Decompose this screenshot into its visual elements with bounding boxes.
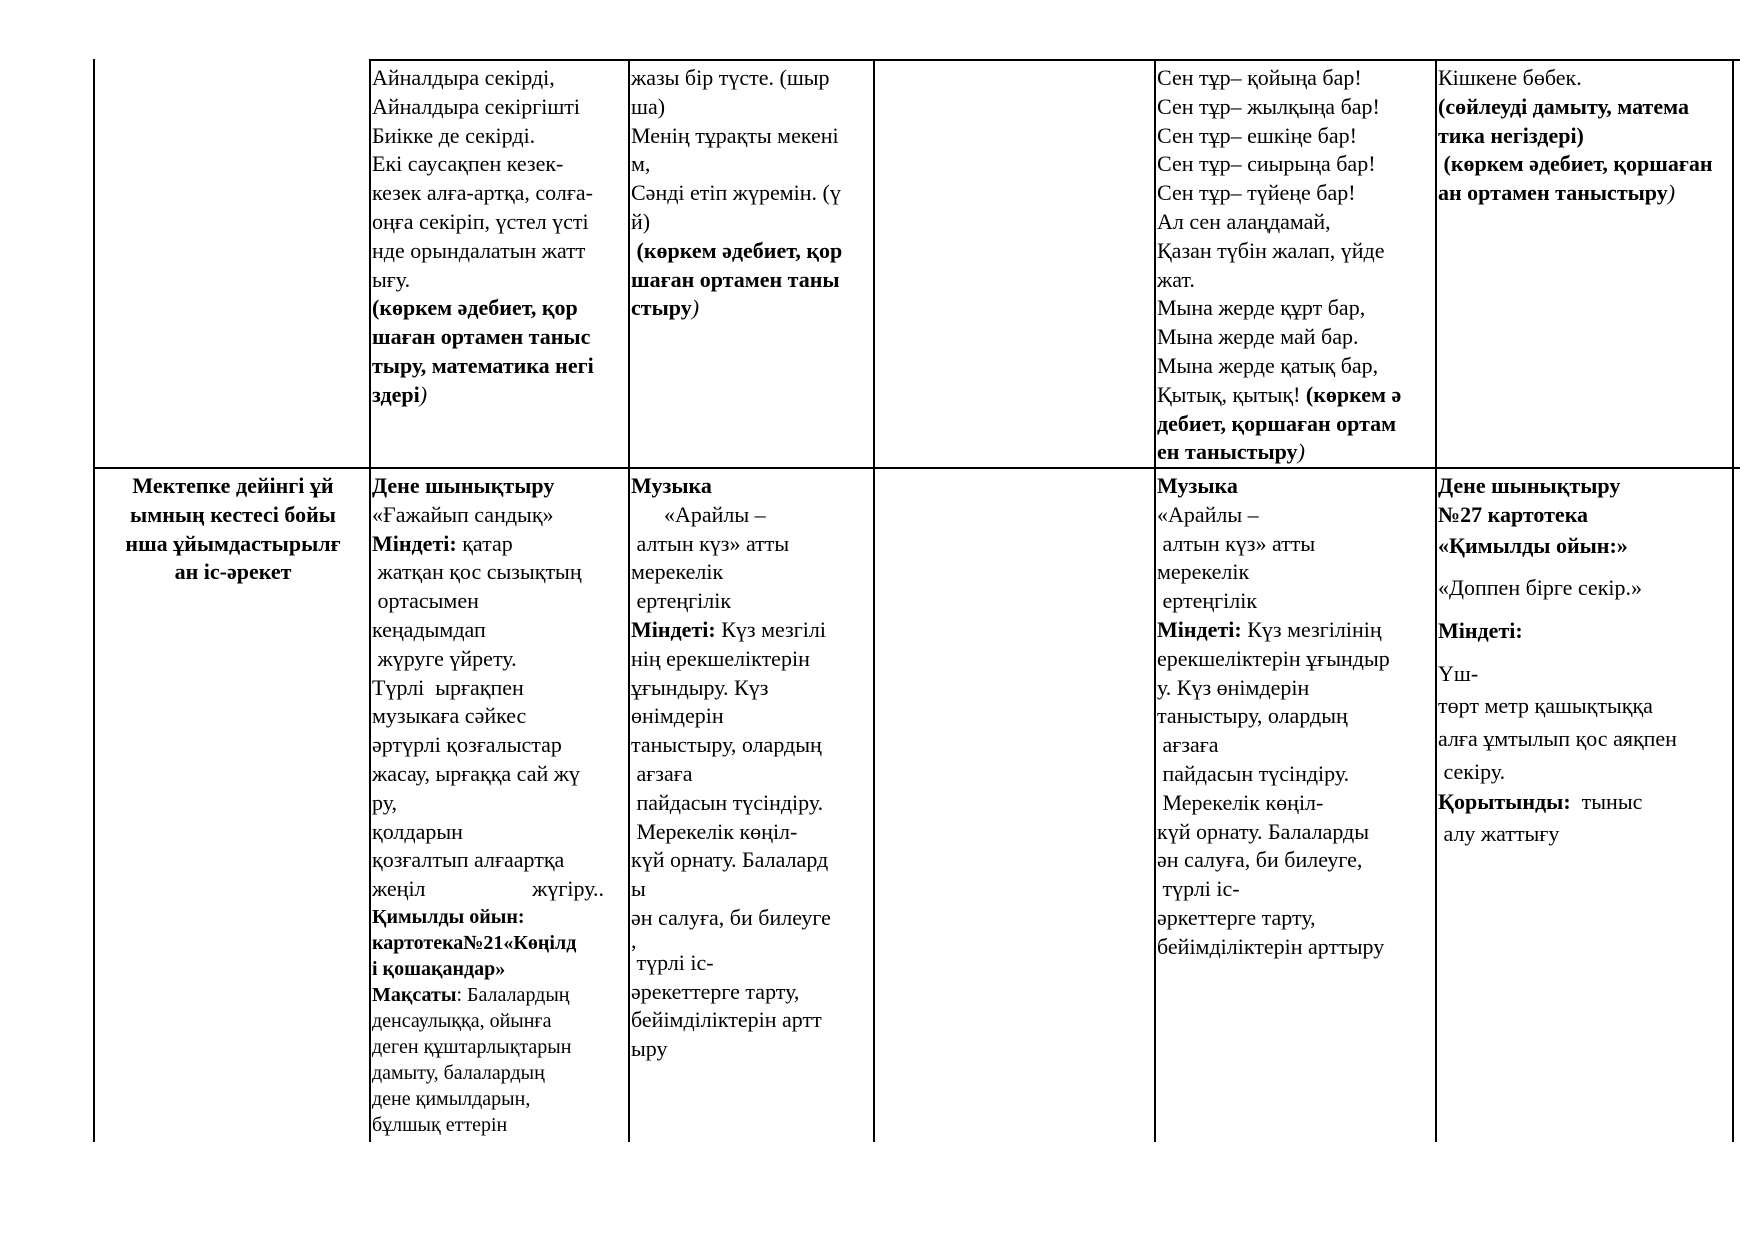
table-right-border xyxy=(1732,59,1734,1142)
activity-title: Музыка xyxy=(631,473,712,498)
text-line: нің ерекшеліктерін xyxy=(631,645,810,671)
activity-title: Дене шынықтыру xyxy=(372,473,555,498)
text-line: Сәнді етіп жүремін. (ү xyxy=(631,180,841,206)
row2-cell-3 xyxy=(631,472,873,1142)
close-paren: ) xyxy=(419,381,428,407)
text-line: оңға секіріп, үстел үсті xyxy=(372,208,589,234)
row-heading-line: ымның кестесі бойы xyxy=(130,501,336,527)
text-line: ертеңгілік xyxy=(1157,588,1258,614)
text-line: Түрлі ырғақпен xyxy=(372,674,524,700)
subject-tag: шаған ортамен таныс xyxy=(372,324,591,350)
text-line: нде орындалатын жатт xyxy=(372,237,586,263)
close-paren: ) xyxy=(691,295,700,321)
text-line: ерекшеліктерін ұғындыр xyxy=(1157,645,1390,671)
text-line: Сен тұр– ешкіңе бар! xyxy=(1157,122,1357,148)
row-heading-line: Мектепке дейінгі ұй xyxy=(132,473,334,498)
text-line: мерекелік xyxy=(1157,559,1250,585)
text-line: Сен тұр– қойыңа бар! xyxy=(1157,65,1362,90)
subject-tag: ен таныстыру xyxy=(1157,439,1298,465)
close-paren: ) xyxy=(1667,180,1676,206)
row2-cell-2 xyxy=(372,472,627,1142)
row1-cell-6 xyxy=(1438,64,1732,466)
text-line: қозғалтып алғаартқа xyxy=(372,847,565,873)
text-line: ығу. xyxy=(372,266,411,292)
text-line: жазы бір түсте. (шыр xyxy=(631,65,830,90)
game-name: «Доппен бірге секір.» xyxy=(1438,575,1642,601)
task-label: Міндеті: xyxy=(372,530,457,556)
text-line: Менің тұрақты мекені xyxy=(631,122,839,148)
row2-cell-5 xyxy=(1157,472,1435,1142)
row-heading-line: ан іс-әрекет xyxy=(174,559,292,585)
text-line: «Арайлы – xyxy=(1157,501,1259,527)
column-divider-3 xyxy=(873,59,875,1142)
text-line: Мерекелік көңіл- xyxy=(1157,789,1324,815)
subject-tag: ан ортамен таныстыру xyxy=(1438,180,1668,206)
text-line: Сен тұр– сиырыңа бар! xyxy=(1157,151,1376,177)
row2-cell-6 xyxy=(1438,472,1732,1142)
text-line: жүруге үйрету. xyxy=(372,645,517,671)
subject-tag: (көркем әдебиет, қоршаған xyxy=(1438,151,1713,177)
text-line: алға ұмтылып қос аяқпен xyxy=(1438,725,1677,751)
text-line: секіру. xyxy=(1438,758,1506,784)
text-line: ағзаға xyxy=(1157,732,1219,758)
text-line: алу жаттығу xyxy=(1438,820,1560,846)
close-paren: ) xyxy=(1297,439,1305,465)
text-line: бейімділіктерін артт xyxy=(631,1007,822,1033)
text-line: «Арайлы – xyxy=(631,501,766,527)
text-line: түрлі іс- xyxy=(631,949,714,975)
subject-tag: тика негіздері) xyxy=(1438,122,1584,148)
text-line: ағзаға xyxy=(631,760,693,786)
subject-tag: стыру xyxy=(631,295,692,321)
text-line: жеңіл xyxy=(372,876,426,902)
row1-cell-5 xyxy=(1157,64,1435,466)
text-line: қолдарын xyxy=(372,818,463,844)
text-line: : Балалардың xyxy=(456,983,570,1006)
card-number: №27 картотека xyxy=(1438,501,1589,527)
text-line: Үш- xyxy=(1438,660,1479,686)
game-label: і қошақандар» xyxy=(372,957,506,980)
subject-tag: тыру, математика негі xyxy=(372,352,594,378)
text-line: таныстыру, олардың xyxy=(631,732,822,758)
text-line: музыкаға сәйкес xyxy=(372,703,527,729)
row-heading-line: нша ұйымдастырылғ xyxy=(125,530,341,556)
subject-tag: (көркем ә xyxy=(1305,381,1402,407)
text-line: Қытық, қытық! xyxy=(1157,381,1306,407)
text-line: Айналдыра секірді, xyxy=(372,65,555,90)
text-line: ру, xyxy=(372,789,398,815)
text-line: м, xyxy=(631,151,651,177)
row2-header-cell xyxy=(98,472,368,1142)
column-divider-5 xyxy=(1435,59,1437,1142)
text-line: алтын күз» атты xyxy=(631,530,790,556)
text-line: деген құштарлықтарын xyxy=(372,1035,572,1058)
text-line: күй орнату. Балаларды xyxy=(1157,818,1370,844)
text-line: ұғындыру. Күз xyxy=(631,674,769,700)
text-line: Мына жерде май бар. xyxy=(1157,324,1359,350)
subject-tag: здері xyxy=(372,381,420,407)
text-line: Қазан түбін жалап, үйде xyxy=(1157,237,1385,263)
text-line: Айналдыра секіргішті xyxy=(372,93,581,119)
text-line: Мына жерде құрт бар, xyxy=(1157,295,1366,321)
text-line: ы xyxy=(631,876,646,902)
text-line: пайдасын түсіндіру. xyxy=(631,789,824,815)
text-line: Екі саусақпен кезек- xyxy=(372,151,564,177)
text-line: Мерекелік көңіл- xyxy=(631,818,798,844)
text-line: әрекеттерге тарту, xyxy=(631,978,800,1004)
subject-tag: (көркем әдебиет, қор xyxy=(631,237,843,263)
column-divider-1 xyxy=(369,59,371,1142)
text-line: денсаулыққа, ойынға xyxy=(372,1009,552,1032)
subject-tag: (сөйлеуді дамыту, матема xyxy=(1438,93,1689,119)
goal-label: Мақсаты xyxy=(372,983,457,1006)
table-top-border xyxy=(369,59,1740,61)
game-label: картотека№21«Көңілд xyxy=(372,931,577,954)
text-line: Ал сен алаңдамай, xyxy=(1157,208,1331,234)
text-line: жатқан қос сызықтың xyxy=(372,559,582,585)
text-line: ертеңгілік xyxy=(631,588,732,614)
column-divider-4 xyxy=(1154,59,1156,1142)
text-line: мерекелік xyxy=(631,559,724,585)
text-line: өнімдерін xyxy=(631,703,724,729)
text-line: ортасымен xyxy=(372,588,479,614)
text-line: әркеттерге тарту, xyxy=(1157,904,1316,930)
text-line: бұлшық еттерін xyxy=(372,1113,508,1136)
text-line: кеңадымдап xyxy=(372,616,486,642)
text-line: түрлі іс- xyxy=(1157,876,1240,902)
text-line: жасау, ырғаққа сай жү xyxy=(372,760,580,786)
text-line: Күз мезгілінің xyxy=(1241,616,1382,642)
activity-title: Дене шынықтыру xyxy=(1438,473,1621,498)
text-line: дене қимылдарын, xyxy=(372,1087,531,1110)
text-line: пайдасын түсіндіру. xyxy=(1157,760,1350,786)
game-label: «Қимылды ойын:» xyxy=(1438,532,1628,558)
final-label: Қорытынды: xyxy=(1438,788,1571,814)
game-label: Қимылды ойын: xyxy=(372,905,525,928)
text-line: таныстыру, олардың xyxy=(1157,703,1348,729)
text-line: Күз мезгілі xyxy=(715,616,826,642)
text-line: әртүрлі қозғалыстар xyxy=(372,732,562,758)
text-line: төрт метр қашықтыққа xyxy=(1438,692,1653,718)
row-divider xyxy=(93,467,1740,469)
text-line: Мына жерде қатық бар, xyxy=(1157,352,1379,378)
task-label: Міндеті: xyxy=(1438,618,1523,644)
text-line: жүгіру.. xyxy=(532,876,604,902)
table-left-border xyxy=(93,59,95,1142)
text-line: й) xyxy=(631,208,651,234)
text-line: ша) xyxy=(631,93,666,119)
text-line: жат. xyxy=(1157,266,1195,292)
text-line: у. Күз өнімдерін xyxy=(1157,674,1310,700)
text-line: дамыту, балалардың xyxy=(372,1061,545,1084)
row1-cell-2 xyxy=(372,64,627,466)
text-line: тыныс xyxy=(1570,788,1643,814)
subject-tag: дебиет, қоршаған ортам xyxy=(1157,410,1397,436)
task-label: Міндеті: xyxy=(1157,616,1242,642)
task-label: Міндеті: xyxy=(631,616,716,642)
subject-tag: шаған ортамен таны xyxy=(631,266,840,292)
text-line: алтын күз» атты xyxy=(1157,530,1316,556)
text-line: бейімділіктерін арттыру xyxy=(1157,933,1385,959)
row1-cell-3 xyxy=(631,64,873,466)
text-line: Кішкене бөбек. xyxy=(1438,65,1582,90)
column-divider-2 xyxy=(628,59,630,1142)
text-line: қатар xyxy=(456,530,513,556)
text-line: ән салуға, би билеуге xyxy=(631,904,831,930)
subject-tag: (көркем әдебиет, қор xyxy=(372,295,578,321)
text-line: ыру xyxy=(631,1036,668,1062)
text-line: , xyxy=(631,927,637,953)
text-line: күй орнату. Балалард xyxy=(631,847,829,873)
text-line: кезек алға-артқа, солға- xyxy=(372,180,593,206)
text-line: Сен тұр– жылқыңа бар! xyxy=(1157,93,1380,119)
text-line: Сен тұр– түйеңе бар! xyxy=(1157,180,1356,206)
text-line: Биікке де секірді. xyxy=(372,122,536,148)
text-line: ән салуға, би билеуге, xyxy=(1157,847,1363,873)
activity-subtitle: «Ғажайып сандық» xyxy=(372,501,554,527)
activity-title: Музыка xyxy=(1157,473,1238,498)
